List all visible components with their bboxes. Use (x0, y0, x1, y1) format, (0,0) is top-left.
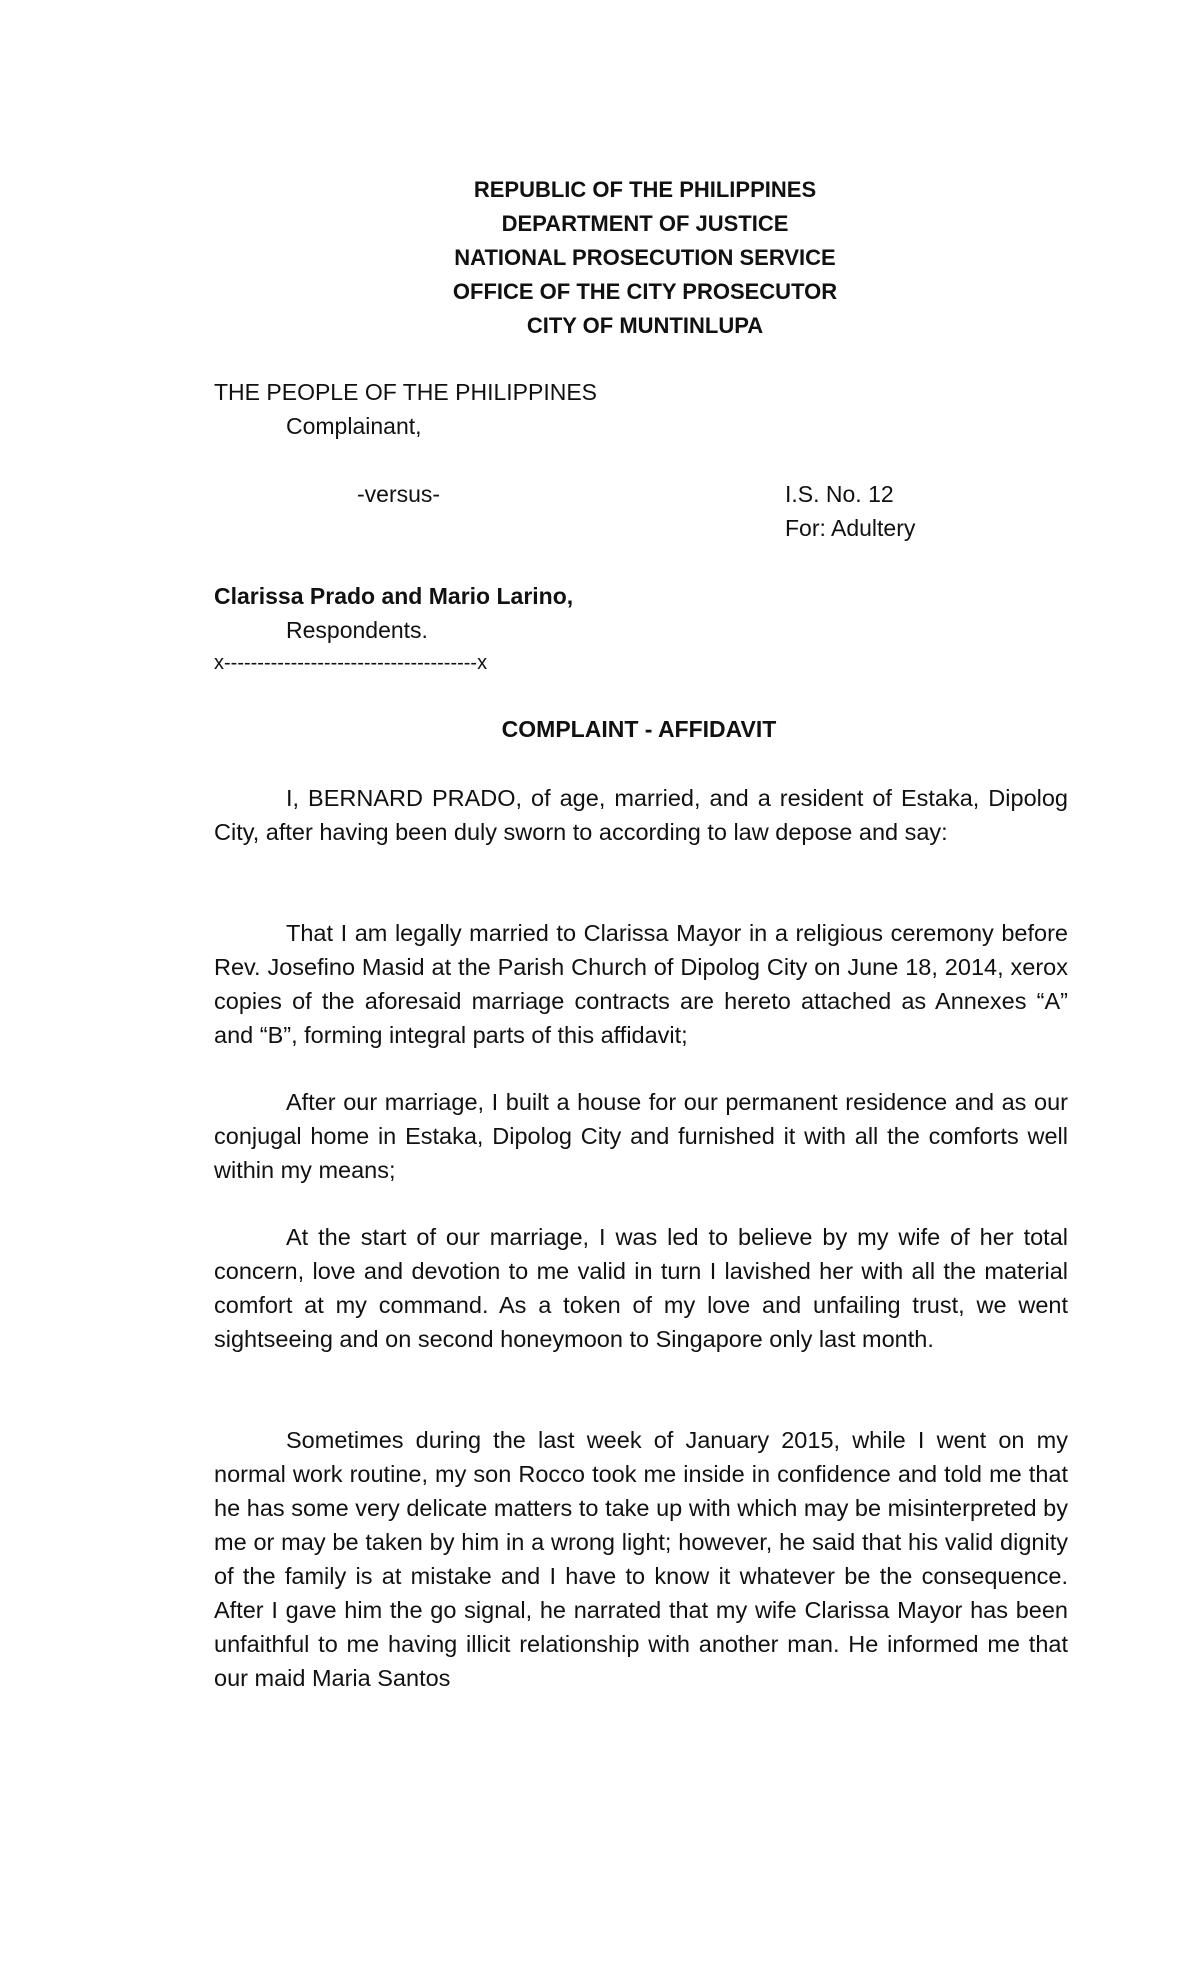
case-number: I.S. No. 12 (785, 481, 894, 507)
paragraph-discovery: Sometimes during the last week of January 2015, while I went on my normal work routine, my son Rocco took me inside in confidence and told me that he has some very delicate matters to take up with which may be misinterpreted by me or may be taken by him in a wrong light; however, he said that his valid dignity of the family is at mistake and I have to know it whatever be the consequence. After I gave him the go signal, he narrated that my wife Clarissa Mayor has been unfaithful to me having illicit relationship with another man. He informed me that our maid Maria Santos (214, 1427, 1068, 1691)
paragraph-conjugal-home: After our marriage, I built a house for our permanent residence and as our conjugal home in Estaka, Dipolog City and furnished it with all the comforts well within my means; (214, 1089, 1068, 1183)
caption-separator: x--------------------------------------x (214, 652, 488, 674)
header-line-republic: REPUBLIC OF THE PHILIPPINES (473, 177, 817, 202)
header-line-city: CITY OF MUNTINLUPA (526, 313, 764, 338)
document-header (440, 173, 850, 343)
case-offense: For: Adultery (785, 515, 916, 541)
respondents-names: Clarissa Prado and Mario Larino, (214, 583, 574, 609)
respondents-role: Respondents. (286, 617, 428, 643)
complainant-name: THE PEOPLE OF THE PHILIPPINES (214, 379, 598, 405)
paragraph-devotion: At the start of our marriage, I was led to believe by my wife of her total concern, love and devotion to me valid in turn I lavished her with all the material comfort at my command. As a token of my love and unfailing trust, we went sightseeing and on second honeymoon to Singapore only last month. (214, 1224, 1068, 1352)
header-line-prosecutor-office: OFFICE OF THE CITY PROSECUTOR (452, 279, 838, 304)
header-line-prosecution-service: NATIONAL PROSECUTION SERVICE (454, 245, 836, 270)
document-title: COMPLAINT - AFFIDAVIT (501, 716, 777, 742)
paragraph-marriage: That I am legally married to Clarissa Mayor in a religious ceremony before Rev. Josefino Masid at the Parish Church of Dipolog City on June 18, 2014, xerox copies of the aforesaid marriage contracts are hereto attached as Annexes “A” and “B”, forming integral parts of this affidavit; (214, 920, 1068, 1048)
paragraph-intro: I, BERNARD PRADO, of age, married, and a resident of Estaka, Dipolog City, after having been duly sworn to according to law depose and say: (214, 785, 1068, 845)
complainant-role: Complainant, (286, 413, 422, 439)
header-line-department: DEPARTMENT OF JUSTICE (501, 211, 789, 236)
versus-label: -versus- (357, 481, 441, 507)
